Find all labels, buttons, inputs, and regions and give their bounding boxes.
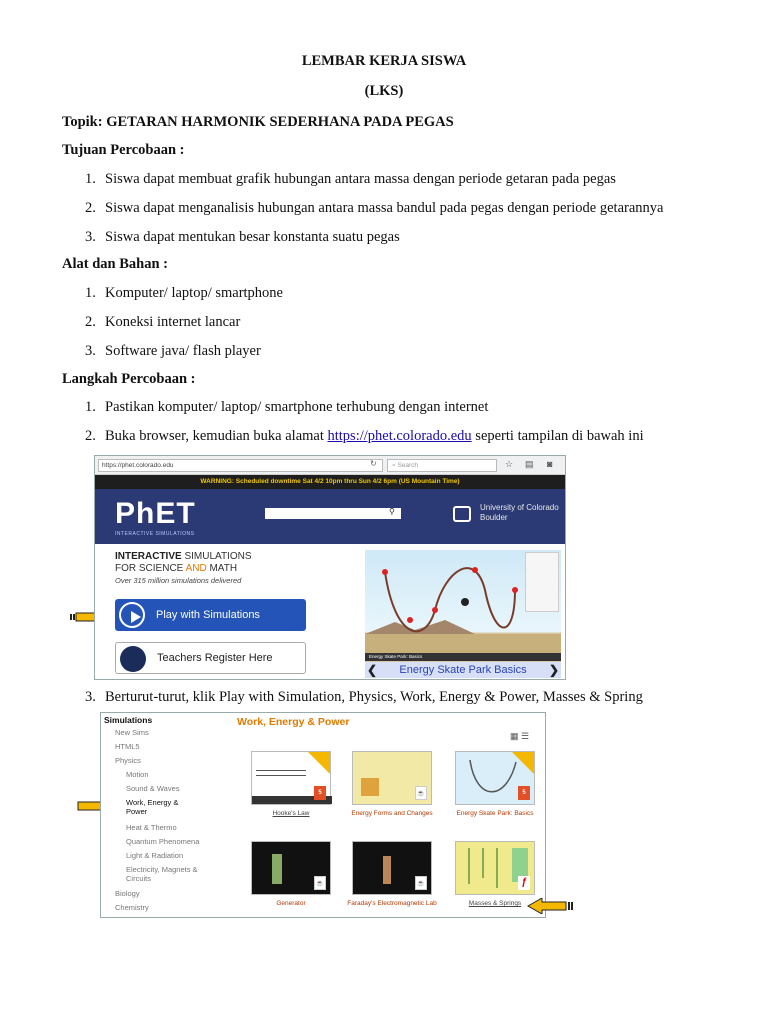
featured-sim-preview[interactable]: [365, 550, 561, 668]
list-item: 1. Komputer/ laptop/ smartphone: [85, 285, 283, 301]
list-item: 3. Berturut-turut, klik Play with Simulation, Physics, Work, Energy & Power, Masses & Spring: [85, 689, 643, 705]
phet-logo-subtitle: INTERACTIVE SIMULATIONS: [115, 531, 195, 537]
steps-heading: Langkah Percobaan :: [62, 371, 196, 387]
sims-category-screenshot: [100, 712, 546, 918]
sidebar-item[interactable]: New Sims: [115, 728, 149, 737]
goals-heading: Tujuan Percobaan :: [62, 142, 185, 158]
sidebar-item[interactable]: Sound & Waves: [126, 784, 180, 793]
list-item: 2. Koneksi internet lancar: [85, 314, 241, 330]
worksheet-title: LEMBAR KERJA SISWA: [301, 53, 467, 69]
sidebar-item[interactable]: Quantum Phenomena: [126, 837, 200, 846]
chevron-left-icon[interactable]: ❮: [367, 663, 378, 677]
pocket-icon[interactable]: ◙: [547, 459, 553, 469]
sim-label[interactable]: Generator: [276, 900, 306, 907]
materials-heading: Alat dan Bahan :: [62, 256, 168, 272]
sidebar-item[interactable]: Light & Radiation: [126, 851, 184, 860]
worksheet-subtitle: (LKS): [364, 83, 404, 99]
sim-label[interactable]: Energy Forms and Changes: [351, 810, 433, 817]
warning-banner: WARNING: Scheduled downtime Sat 4/2 10pm thru Sun 4/2 6pm (US Mountain Time): [95, 475, 565, 489]
sim-label[interactable]: Hooke's Law: [272, 810, 310, 817]
java-badge-icon: ☕: [314, 876, 326, 890]
list-item: 1. Siswa dapat membuat grafik hubungan antara massa dengan periode getaran pada pegas: [85, 171, 616, 187]
list-item: 1. Pastikan komputer/ laptop/ smartphone terhubung dengan internet: [85, 399, 489, 415]
list-item: 2. Buka browser, kemudian buka alamat https://phet.colorado.edu seperti tampilan di bawah ini: [85, 428, 644, 444]
sim-thumb-hookes-law[interactable]: [251, 751, 331, 805]
play-with-simulations-button[interactable]: Play with Simulations: [115, 599, 306, 631]
phet-link[interactable]: https://phet.colorado.edu: [327, 428, 472, 444]
new-ribbon-icon: [512, 752, 534, 774]
sidebar-item[interactable]: Physics: [115, 756, 141, 765]
sidebar-title: Simulations: [104, 715, 153, 725]
reload-icon[interactable]: ↻: [370, 459, 377, 468]
url-bar[interactable]: https://phet.colorado.edu: [98, 459, 383, 472]
sidebar-item[interactable]: Heat & Thermo: [126, 823, 177, 832]
category-title: Work, Energy & Power: [237, 716, 350, 728]
sim-thumb-generator[interactable]: [251, 841, 331, 895]
sim-label[interactable]: Faraday's Electromagnetic Lab: [347, 900, 437, 907]
html5-badge-icon: 5: [314, 786, 326, 800]
list-item: 3. Siswa dapat mentukan besar konstanta suatu pegas: [85, 229, 400, 245]
teachers-register-button[interactable]: Teachers Register Here: [115, 642, 306, 674]
browser-toolbar: [95, 456, 565, 475]
sidebar-item[interactable]: Motion: [126, 770, 149, 779]
featured-sim-title[interactable]: ❮ Energy Skate Park Basics ❯: [367, 663, 559, 677]
new-ribbon-icon: [308, 752, 330, 774]
sim-thumb-masses-springs[interactable]: [455, 841, 535, 895]
sim-thumb-energy-forms[interactable]: [352, 751, 432, 805]
sim-label[interactable]: Masses & Springs: [468, 900, 522, 907]
sidebar-item-work-energy-power[interactable]: Work, Energy & Power: [126, 798, 179, 816]
java-badge-icon: ☕: [415, 786, 427, 800]
sim-thumb-faraday[interactable]: [352, 841, 432, 895]
sim-label[interactable]: Energy Skate Park: Basics: [456, 810, 534, 817]
list-item: 3. Software java/ flash player: [85, 343, 261, 359]
site-search-input[interactable]: [265, 508, 401, 519]
sidebar-item[interactable]: Electricity, Magnets & Circuits: [126, 865, 198, 883]
star-icon[interactable]: ☆: [505, 459, 514, 469]
java-badge-icon: ☕: [415, 876, 427, 890]
arrow-left-icon: [526, 898, 574, 914]
cu-logo-icon: [453, 506, 471, 522]
flash-badge-icon: ƒ: [518, 876, 530, 890]
sim-control-panel[interactable]: [525, 552, 559, 612]
list-item: 2. Siswa dapat menganalisis hubungan antara massa bandul pada pegas dengan periode getarannya: [85, 200, 664, 216]
phet-header: [95, 489, 565, 544]
chevron-right-icon[interactable]: ❯: [548, 663, 559, 677]
topic-heading: Topik: GETARAN HARMONIK SEDERHANA PADA PEGAS: [62, 114, 454, 130]
intro-text: INTERACTIVE SIMULATIONS FOR SCIENCE AND MATH Over 315 million simulations delivered: [115, 551, 252, 585]
clipboard-icon[interactable]: ▤: [525, 459, 534, 469]
sidebar-item[interactable]: Chemistry: [115, 903, 149, 912]
sidebar-item[interactable]: HTML5: [115, 742, 140, 751]
teacher-icon: [120, 646, 146, 672]
html5-badge-icon: 5: [518, 786, 530, 800]
grid-view-icon[interactable]: ▦ ☰: [510, 731, 530, 741]
phet-logo[interactable]: PhET: [115, 497, 196, 530]
phet-homepage-screenshot: [94, 455, 566, 680]
university-name: University of Colorado Boulder: [480, 503, 559, 522]
sim-thumb-energy-skate-park[interactable]: [455, 751, 535, 805]
play-icon: [119, 602, 145, 628]
sim-footer-bar: Energy Skate Park: Basics: [365, 653, 561, 661]
sidebar-item[interactable]: Biology: [115, 889, 140, 898]
browser-search[interactable]: ⌕ Search: [387, 459, 497, 472]
search-icon[interactable]: ⚲: [389, 507, 395, 516]
